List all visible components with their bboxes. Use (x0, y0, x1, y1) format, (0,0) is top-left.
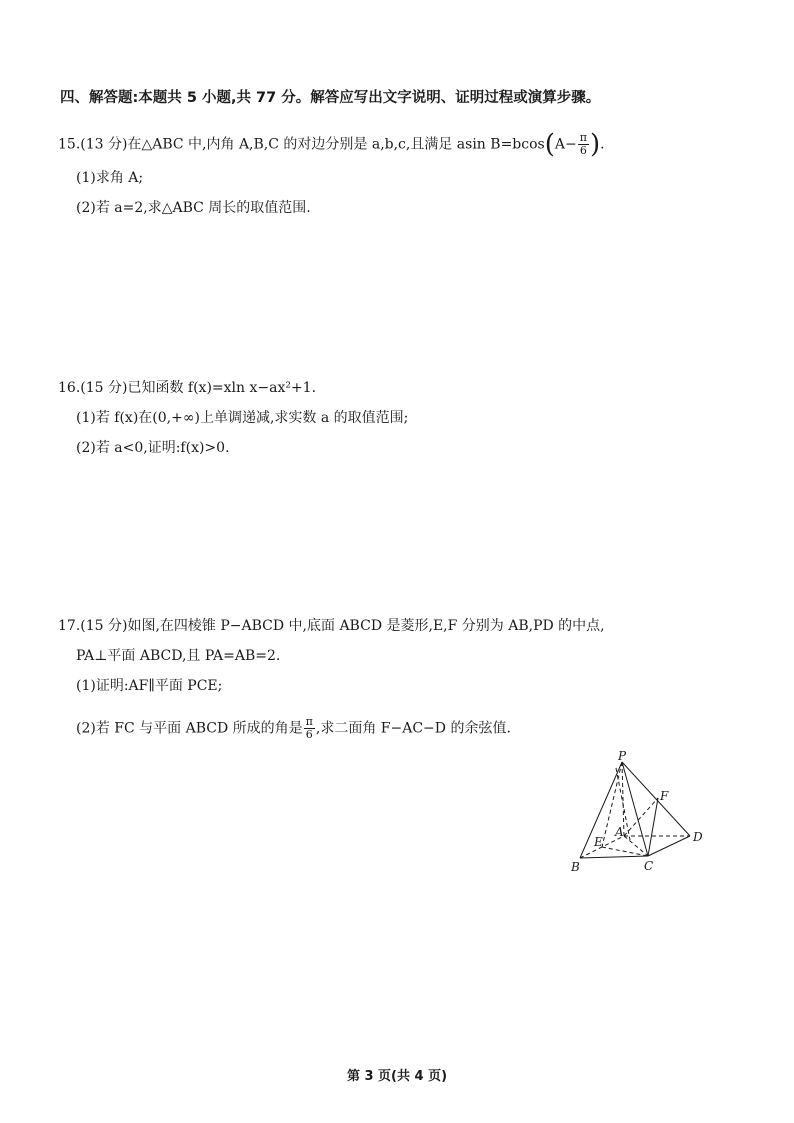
q15-fraction (578, 132, 589, 157)
q17-fraction (304, 716, 315, 741)
q17-part1: (1)证明:AF∥平面 PCE; (76, 678, 223, 694)
q15-frac-den: 6 (579, 144, 587, 157)
segment-FC (648, 798, 658, 856)
q17-part2-prefix: (2)若 FC 与平面 ABCD 所成的角是 (76, 720, 303, 737)
left-paren: ( (544, 129, 555, 160)
q16-part2: (2)若 a<0,证明:f(x)>0. (76, 440, 230, 456)
section-header: 四、解答题:本题共 5 小题,共 77 分。解答应写出文字说明、证明过程或演算步骤。 (60, 90, 601, 106)
pyramid-figure (560, 748, 720, 878)
q15-stem-suffix: . (600, 136, 605, 153)
q15-part1: (1)求角 A; (76, 170, 144, 186)
label-E: E (594, 835, 603, 849)
label-B: B (571, 860, 580, 874)
right-paren: ) (589, 129, 601, 160)
q15-paren-inner: A− (554, 136, 577, 153)
q16-stem: 16.(15 分)已知函数 f(x)=xln x−ax²+1. (58, 380, 317, 396)
q15-frac-num: π (579, 131, 587, 144)
page-footer: 第 3 页(共 4 页) (346, 1069, 448, 1084)
q15-part2: (2)若 a=2,求△ABC 周长的取值范围. (76, 200, 311, 216)
q17-frac-den: 6 (305, 728, 313, 741)
label-D: D (693, 830, 703, 844)
q15-stem-prefix: 15.(13 分)在△ABC 中,内角 A,B,C 的对边分别是 a,b,c,且满足 asin B=bcos (58, 136, 545, 153)
label-A: A (615, 825, 624, 839)
label-P: P (618, 749, 627, 763)
edge-CD (648, 836, 690, 856)
q16-part1: (1)若 f(x)在(0,+∞)上单调递减,求实数 a 的取值范围; (76, 410, 409, 426)
q17-stem-line2: PA⊥平面 ABCD,且 PA=AB=2. (76, 648, 281, 664)
q17-part2 (76, 716, 511, 741)
q17-part2-suffix: ,求二面角 F−AC−D 的余弦值. (315, 720, 511, 737)
q17-frac-num: π (305, 715, 313, 728)
edge-BC (580, 856, 648, 858)
label-F: F (660, 789, 669, 803)
edge-AC (624, 836, 648, 856)
q17-stem-line1: 17.(15 分)如图,在四棱锥 P−ABCD 中,底面 ABCD 是菱形,E,F 分别为 AB,PD 的中点, (58, 618, 605, 634)
segment-EC (602, 847, 648, 856)
label-C: C (644, 859, 654, 873)
q15-stem (58, 129, 605, 160)
